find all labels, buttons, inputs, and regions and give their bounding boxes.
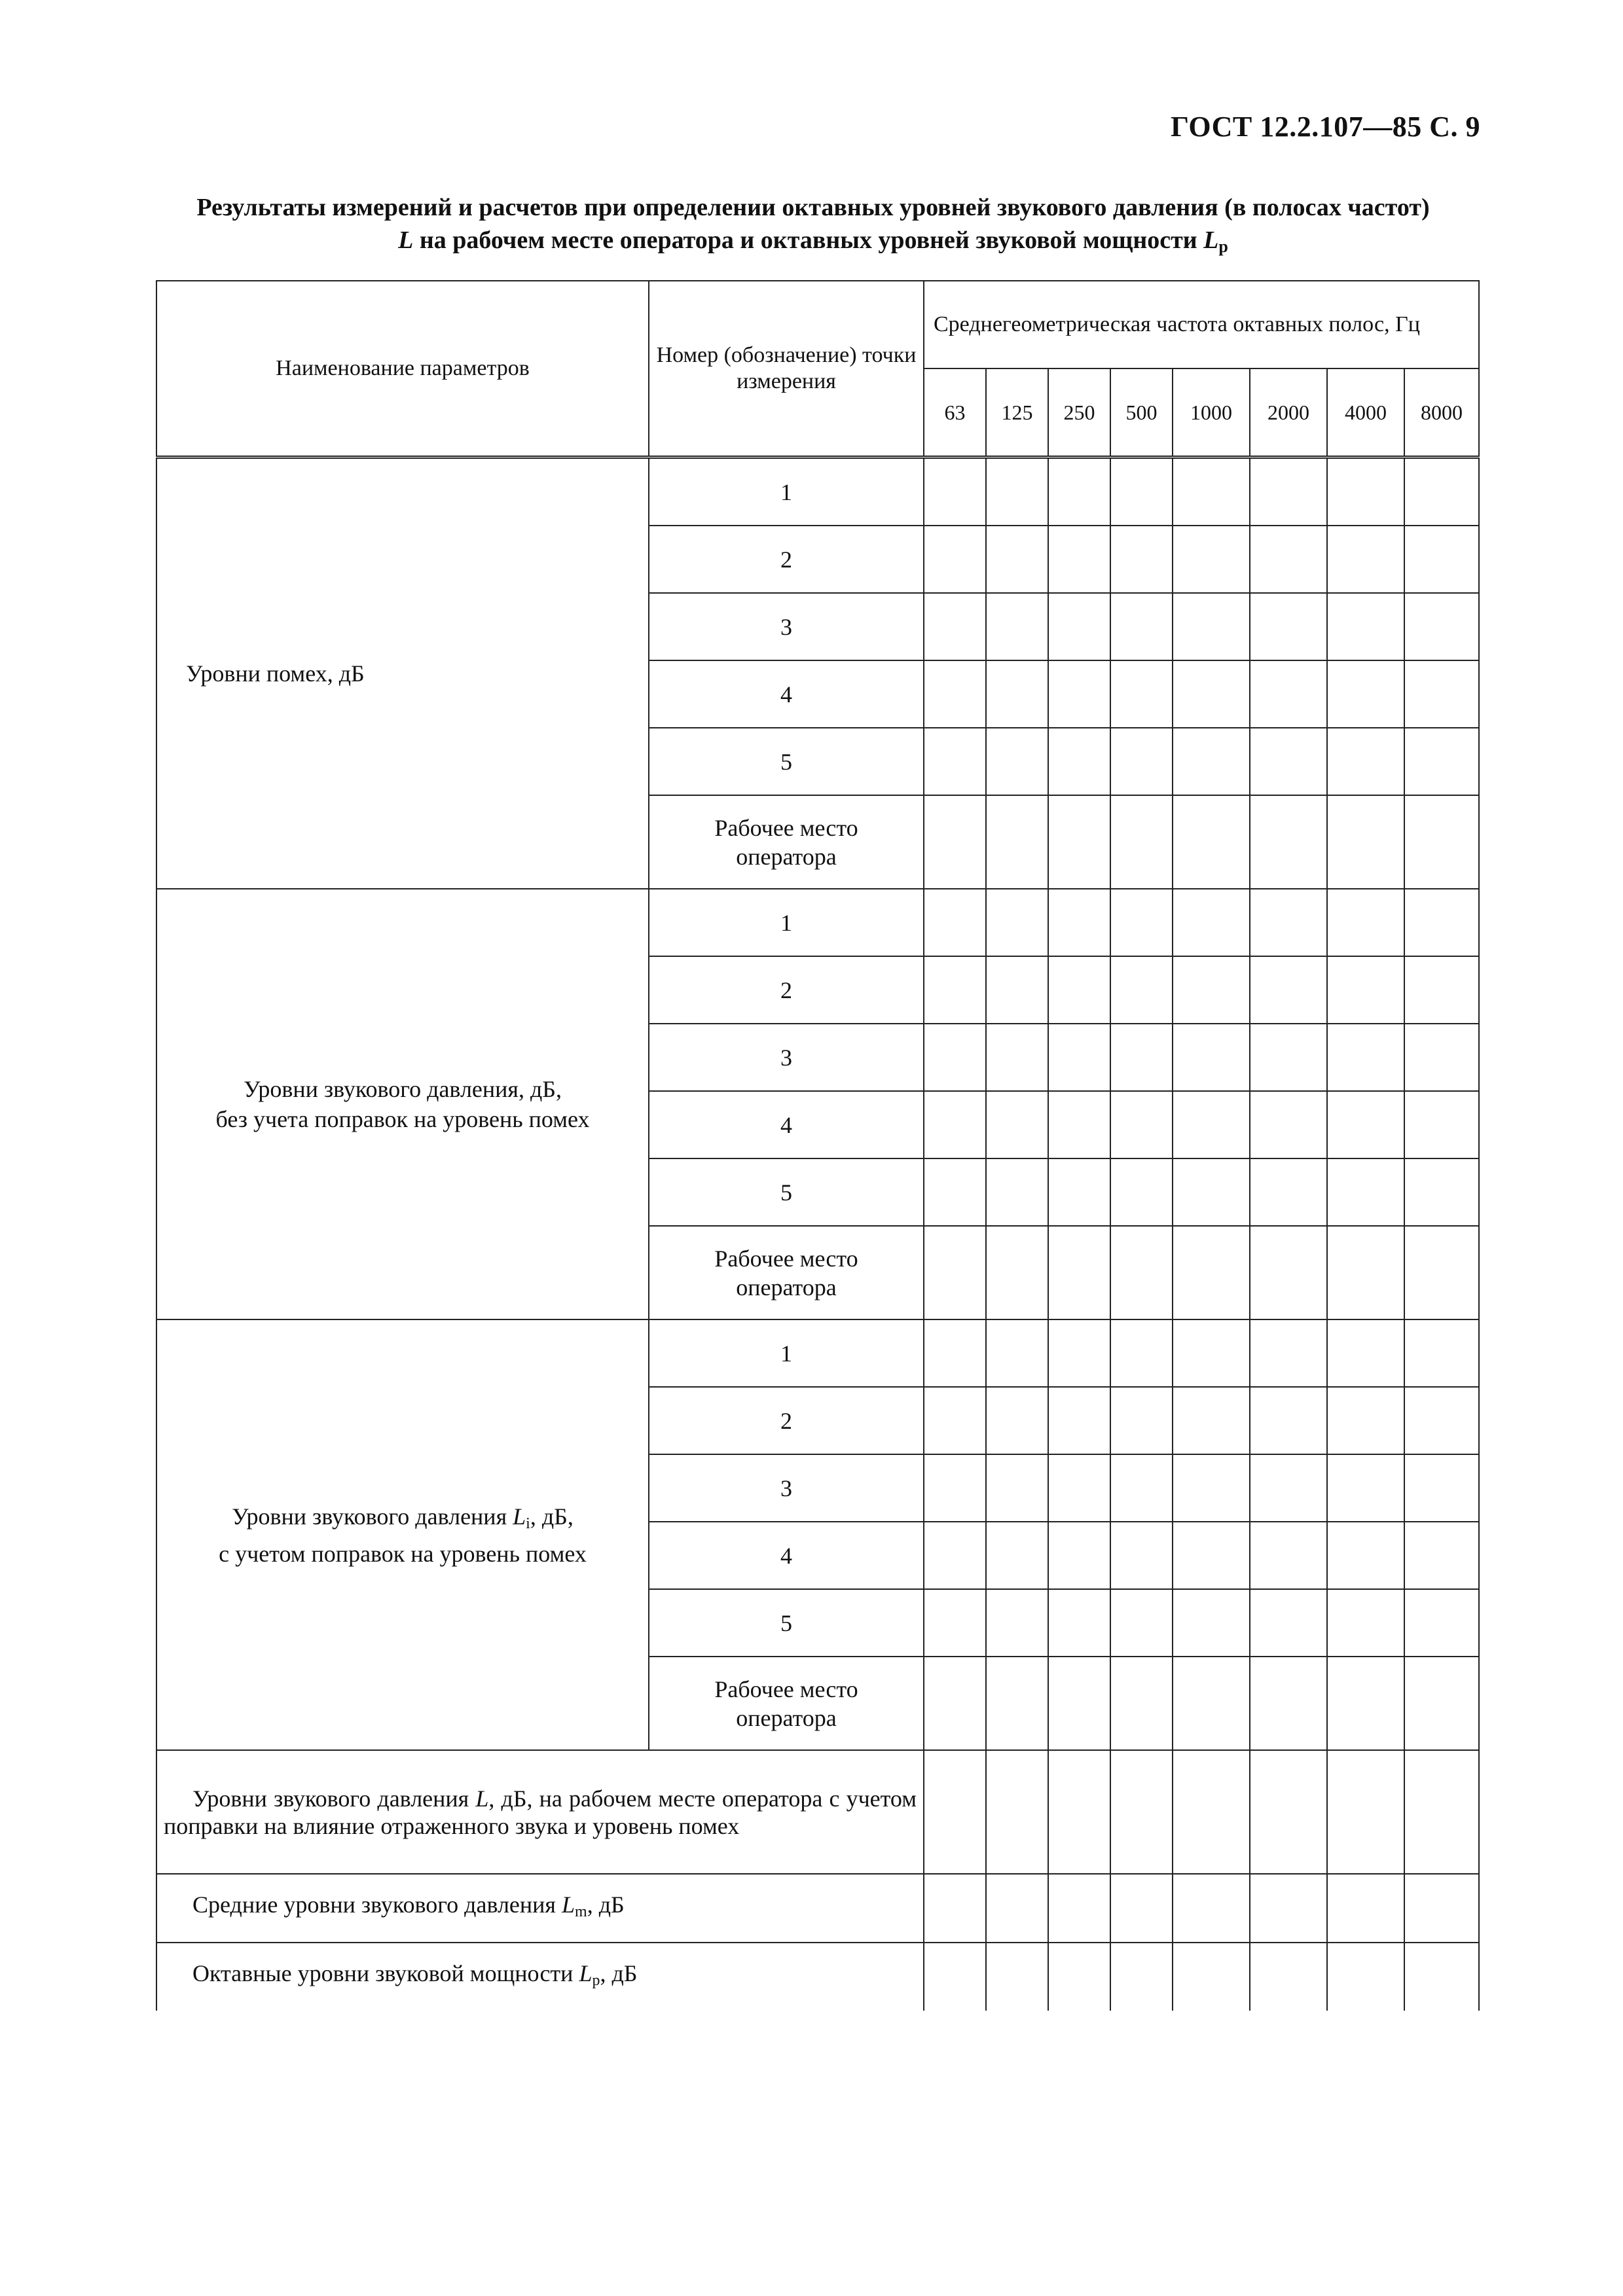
value-cell xyxy=(1048,1750,1110,1874)
value-cell xyxy=(924,1522,986,1589)
value-cell xyxy=(1048,1158,1110,1226)
value-cell xyxy=(1110,956,1173,1024)
value-cell xyxy=(1327,1024,1404,1091)
value-cell xyxy=(1110,1454,1173,1522)
value-cell xyxy=(1404,1943,1479,2011)
value-cell xyxy=(1110,1091,1173,1158)
value-cell xyxy=(1250,1943,1327,2011)
group-label-pre: Уровни звукового давления xyxy=(232,1503,513,1530)
value-cell xyxy=(1048,1024,1110,1091)
group-label-post: , дБ, xyxy=(530,1503,574,1530)
value-cell xyxy=(924,1750,986,1874)
point-cell: Рабочее место оператора xyxy=(649,1226,924,1319)
group-label-3 xyxy=(156,1319,649,1750)
value-cell xyxy=(924,1454,986,1522)
value-cell xyxy=(1173,1657,1250,1750)
value-cell xyxy=(924,457,986,526)
value-cell xyxy=(1404,1589,1479,1657)
value-cell xyxy=(1404,795,1479,889)
point-cell: 2 xyxy=(649,956,924,1024)
summary-label-2 xyxy=(156,1874,924,1943)
summary-pre: Уровни звукового давления xyxy=(192,1785,476,1812)
value-cell xyxy=(1250,1874,1327,1943)
value-cell xyxy=(1404,1319,1479,1387)
value-cell xyxy=(1327,457,1404,526)
summary-row xyxy=(156,1874,1479,1943)
value-cell xyxy=(1048,1522,1110,1589)
point-cell: 3 xyxy=(649,1454,924,1522)
value-cell xyxy=(1327,889,1404,956)
point-cell: 2 xyxy=(649,1387,924,1454)
value-cell xyxy=(924,526,986,593)
value-cell xyxy=(1404,1657,1479,1750)
value-cell xyxy=(1327,593,1404,660)
value-cell xyxy=(1173,1024,1250,1091)
value-cell xyxy=(1173,1750,1250,1874)
value-cell xyxy=(1250,1319,1327,1387)
freq-header: 8000 xyxy=(1404,368,1479,457)
value-cell xyxy=(1327,1319,1404,1387)
value-cell xyxy=(1404,1522,1479,1589)
value-cell xyxy=(1110,1874,1173,1943)
table-row xyxy=(156,457,1479,526)
value-cell xyxy=(1327,956,1404,1024)
value-cell xyxy=(1327,1750,1404,1874)
value-cell xyxy=(986,1750,1048,1874)
value-cell xyxy=(1173,1454,1250,1522)
value-cell xyxy=(1404,593,1479,660)
group-label-line1 xyxy=(170,1501,635,1539)
value-cell xyxy=(986,1522,1048,1589)
summary-post: , дБ xyxy=(587,1892,625,1918)
value-cell xyxy=(1250,1589,1327,1657)
value-cell xyxy=(1048,889,1110,956)
point-cell: 4 xyxy=(649,1091,924,1158)
value-cell xyxy=(1404,889,1479,956)
value-cell xyxy=(1110,1589,1173,1657)
table-title-line2: L на рабочем месте оператора и октавных уровней звуковой мощности $L_р$ xyxy=(398,226,1228,256)
value-cell xyxy=(986,1387,1048,1454)
group-label-2 xyxy=(156,889,649,1319)
value-cell xyxy=(1048,1874,1110,1943)
value-cell xyxy=(1110,457,1173,526)
summary-row xyxy=(156,1943,1479,2011)
value-cell xyxy=(1404,1454,1479,1522)
value-cell xyxy=(986,660,1048,728)
value-cell xyxy=(924,1158,986,1226)
value-cell xyxy=(924,1387,986,1454)
value-cell xyxy=(1173,1589,1250,1657)
summary-sub: m xyxy=(575,1903,587,1920)
value-cell xyxy=(924,889,986,956)
group-label-1 xyxy=(156,457,649,889)
value-cell xyxy=(1327,1657,1404,1750)
value-cell xyxy=(1250,1387,1327,1454)
point-cell: 4 xyxy=(649,660,924,728)
value-cell xyxy=(1110,1522,1173,1589)
value-cell xyxy=(1048,1091,1110,1158)
value-cell xyxy=(1110,1319,1173,1387)
value-cell xyxy=(924,1657,986,1750)
value-cell xyxy=(986,1024,1048,1091)
value-cell xyxy=(1173,1226,1250,1319)
value-cell xyxy=(986,593,1048,660)
value-cell xyxy=(1173,1091,1250,1158)
value-cell xyxy=(1404,1158,1479,1226)
value-cell xyxy=(1173,593,1250,660)
summary-post: , дБ xyxy=(600,1960,638,1986)
value-cell xyxy=(1327,660,1404,728)
value-cell xyxy=(1048,1319,1110,1387)
value-cell xyxy=(1048,1454,1110,1522)
value-cell xyxy=(1327,795,1404,889)
value-cell xyxy=(1173,956,1250,1024)
value-cell xyxy=(1250,1750,1327,1874)
point-cell: 5 xyxy=(649,728,924,795)
value-cell xyxy=(1250,1091,1327,1158)
measurement-table xyxy=(156,280,1480,2011)
summary-pre: Средние уровни звукового давления xyxy=(192,1892,562,1918)
value-cell xyxy=(1110,889,1173,956)
value-cell xyxy=(1173,1522,1250,1589)
value-cell xyxy=(1250,593,1327,660)
value-cell xyxy=(986,889,1048,956)
value-cell xyxy=(986,1226,1048,1319)
summary-post: , дБ, на рабочем месте оператора с учетом поправки на влияние отраженного звука и уровень помех xyxy=(164,1785,917,1839)
value-cell xyxy=(1250,1454,1327,1522)
value-cell xyxy=(924,795,986,889)
value-cell xyxy=(1173,795,1250,889)
group-label-line1: Уровни звукового давления, дБ, xyxy=(244,1076,562,1102)
value-cell xyxy=(1327,728,1404,795)
page-header: ГОСТ 12.2.107—85 С. 9 xyxy=(1170,111,1480,143)
value-cell xyxy=(1110,1024,1173,1091)
value-cell xyxy=(1110,593,1173,660)
value-cell xyxy=(1404,728,1479,795)
value-cell xyxy=(1250,956,1327,1024)
value-cell xyxy=(986,1454,1048,1522)
value-cell xyxy=(1404,956,1479,1024)
value-cell xyxy=(1327,1091,1404,1158)
value-cell xyxy=(1327,526,1404,593)
value-cell xyxy=(986,1874,1048,1943)
value-cell xyxy=(924,1943,986,2011)
value-cell xyxy=(1173,728,1250,795)
value-cell xyxy=(1404,1750,1479,1874)
point-cell: 1 xyxy=(649,1319,924,1387)
value-cell xyxy=(1404,1091,1479,1158)
value-cell xyxy=(1048,1657,1110,1750)
col-header-freq-group: Среднегеометрическая частота октавных полос, Гц xyxy=(924,281,1479,368)
value-cell xyxy=(1173,526,1250,593)
value-cell xyxy=(1110,660,1173,728)
value-cell xyxy=(1048,457,1110,526)
summary-row xyxy=(156,1750,1479,1874)
group-label-sub: i xyxy=(526,1515,530,1532)
point-cell: 4 xyxy=(649,1522,924,1589)
value-cell xyxy=(1250,1024,1327,1091)
value-cell xyxy=(1327,1454,1404,1522)
value-cell xyxy=(1048,1943,1110,2011)
point-cell: Рабочее место оператора xyxy=(649,1657,924,1750)
value-cell xyxy=(1250,526,1327,593)
value-cell xyxy=(1250,660,1327,728)
table-row xyxy=(156,889,1479,956)
value-cell xyxy=(1110,1750,1173,1874)
value-cell xyxy=(1110,1943,1173,2011)
value-cell xyxy=(986,1589,1048,1657)
freq-header: 63 xyxy=(924,368,986,457)
point-cell: Рабочее место оператора xyxy=(649,795,924,889)
value-cell xyxy=(1404,1226,1479,1319)
value-cell xyxy=(1327,1158,1404,1226)
value-cell xyxy=(986,956,1048,1024)
summary-label-1 xyxy=(156,1750,924,1874)
value-cell xyxy=(1327,1226,1404,1319)
value-cell xyxy=(1404,1874,1479,1943)
value-cell xyxy=(1173,889,1250,956)
value-cell xyxy=(1173,457,1250,526)
freq-header: 500 xyxy=(1110,368,1173,457)
value-cell xyxy=(1110,1226,1173,1319)
value-cell xyxy=(1250,1158,1327,1226)
value-cell xyxy=(986,457,1048,526)
value-cell xyxy=(924,1319,986,1387)
value-cell xyxy=(924,956,986,1024)
freq-header: 2000 xyxy=(1250,368,1327,457)
point-cell: 5 xyxy=(649,1589,924,1657)
table-title-line1: Результаты измерений и расчетов при определении октавных уровней звукового давления (в полосах частот) xyxy=(196,194,1430,221)
group-label-var: L xyxy=(513,1503,526,1530)
value-cell xyxy=(986,1657,1048,1750)
point-cell: 3 xyxy=(649,593,924,660)
point-cell: 2 xyxy=(649,526,924,593)
value-cell xyxy=(1110,1387,1173,1454)
value-cell xyxy=(1327,1943,1404,2011)
value-cell xyxy=(1327,1387,1404,1454)
value-cell xyxy=(1110,526,1173,593)
value-cell xyxy=(986,728,1048,795)
value-cell xyxy=(1404,660,1479,728)
value-cell xyxy=(924,1226,986,1319)
value-cell xyxy=(1173,660,1250,728)
value-cell xyxy=(1250,1522,1327,1589)
point-cell: 3 xyxy=(649,1024,924,1091)
value-cell xyxy=(986,1319,1048,1387)
freq-header: 250 xyxy=(1048,368,1110,457)
summary-var: L xyxy=(475,1785,489,1812)
col-header-name: Наименование параметров xyxy=(156,281,649,457)
value-cell xyxy=(1173,1158,1250,1226)
freq-header: 1000 xyxy=(1173,368,1250,457)
table-row xyxy=(156,1319,1479,1387)
value-cell xyxy=(1048,795,1110,889)
value-cell xyxy=(924,728,986,795)
value-cell xyxy=(1048,526,1110,593)
value-cell xyxy=(1173,1319,1250,1387)
value-cell xyxy=(1173,1874,1250,1943)
value-cell xyxy=(1048,1387,1110,1454)
group-label-text: Уровни помех, дБ xyxy=(186,660,365,687)
value-cell xyxy=(1404,1024,1479,1091)
value-cell xyxy=(986,526,1048,593)
point-cell: 1 xyxy=(649,457,924,526)
value-cell xyxy=(924,660,986,728)
value-cell xyxy=(1327,1589,1404,1657)
value-cell xyxy=(1404,526,1479,593)
value-cell xyxy=(986,795,1048,889)
value-cell xyxy=(1327,1874,1404,1943)
value-cell xyxy=(924,1589,986,1657)
point-cell: 1 xyxy=(649,889,924,956)
value-cell xyxy=(1250,1657,1327,1750)
value-cell xyxy=(924,1874,986,1943)
table-title xyxy=(156,191,1470,263)
value-cell xyxy=(986,1158,1048,1226)
summary-var: L xyxy=(562,1892,575,1918)
value-cell xyxy=(1250,889,1327,956)
value-cell xyxy=(1173,1387,1250,1454)
value-cell xyxy=(986,1091,1048,1158)
point-cell: 5 xyxy=(649,1158,924,1226)
summary-sub: р xyxy=(592,1972,600,1989)
summary-pre: Октавные уровни звуковой мощности xyxy=(192,1960,579,1986)
summary-label-3 xyxy=(156,1943,924,2011)
value-cell xyxy=(1404,457,1479,526)
value-cell xyxy=(1404,1387,1479,1454)
value-cell xyxy=(1048,1226,1110,1319)
value-cell xyxy=(1110,728,1173,795)
value-cell xyxy=(1048,1589,1110,1657)
value-cell xyxy=(1110,1158,1173,1226)
value-cell xyxy=(1173,1943,1250,2011)
value-cell xyxy=(1250,795,1327,889)
summary-var: L xyxy=(579,1960,593,1986)
freq-header: 125 xyxy=(986,368,1048,457)
value-cell xyxy=(924,1091,986,1158)
value-cell xyxy=(1048,728,1110,795)
value-cell xyxy=(1048,593,1110,660)
value-cell xyxy=(1048,660,1110,728)
group-label-line2: без учета поправок на уровень помех xyxy=(215,1106,590,1132)
value-cell xyxy=(986,1943,1048,2011)
value-cell xyxy=(1048,956,1110,1024)
group-label-line2: с учетом поправок на уровень помех xyxy=(219,1540,587,1567)
value-cell xyxy=(1250,457,1327,526)
value-cell xyxy=(1327,1522,1404,1589)
col-header-point: Номер (обозначение) точки измерения xyxy=(649,281,924,457)
value-cell xyxy=(1110,1657,1173,1750)
value-cell xyxy=(1250,1226,1327,1319)
value-cell xyxy=(924,1024,986,1091)
freq-header: 4000 xyxy=(1327,368,1404,457)
value-cell xyxy=(1250,728,1327,795)
value-cell xyxy=(924,593,986,660)
value-cell xyxy=(1110,795,1173,889)
